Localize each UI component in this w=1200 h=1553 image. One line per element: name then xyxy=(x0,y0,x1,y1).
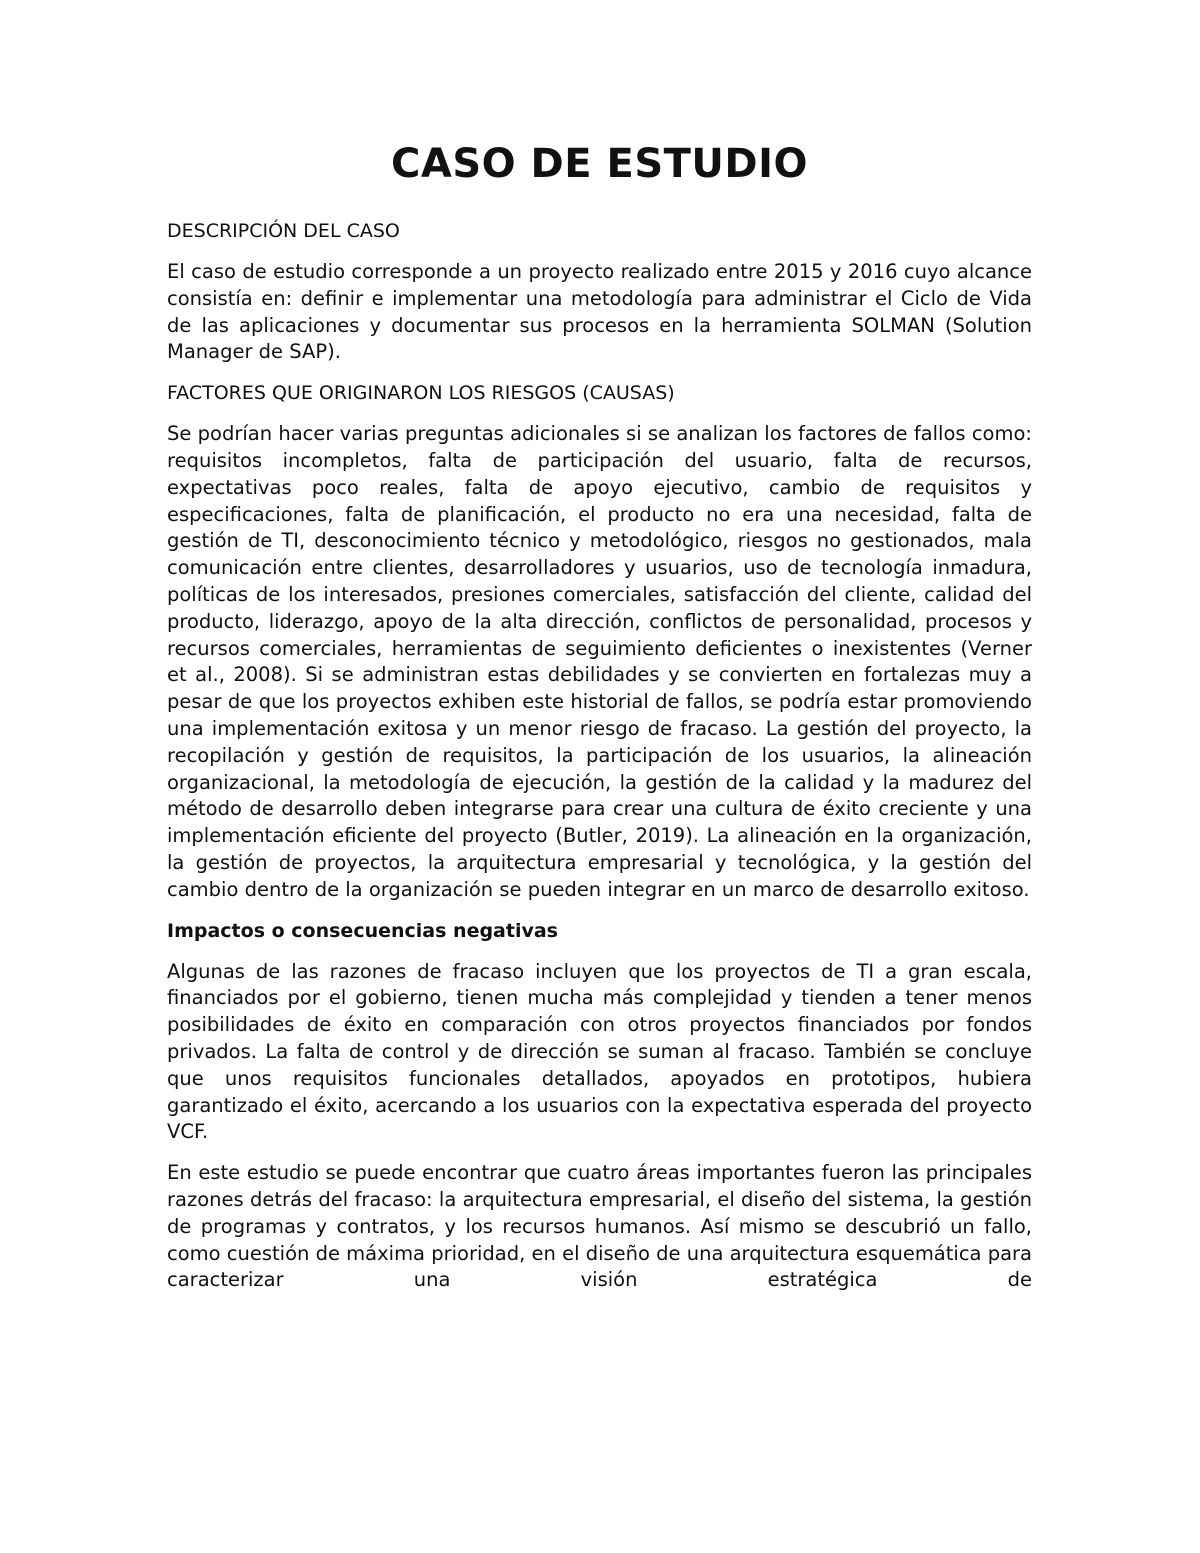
paragraph-impactos-2: En este estudio se puede encontrar que cuatro áreas importantes fueron las principales razones detrás del fracaso: la arquitectura empresarial, el diseño del sistema, la gestión de programas y contratos, y los recursos humanos. Así mismo se descubrió un fallo, como cuestión de máxima prioridad, en el diseño de una arquitectura esquemática para caracterizar una visión estratégica de xyxy=(167,1161,1032,1292)
document-title: CASO DE ESTUDIO xyxy=(391,141,808,187)
paragraph-descripcion: El caso de estudio corresponde a un proyecto realizado entre 2015 y 2016 cuyo alcance consistía en: definir e implementar una metodología para administrar el Ciclo de Vida de las aplicaciones y documentar sus procesos en la herramienta SOLMAN (Solution Manager de SAP). xyxy=(167,260,1032,364)
paragraph-factores: Se podrían hacer varias preguntas adicionales si se analizan los factores de fallos como: requisitos incompletos, falta de participación del usuario, falta de recursos, expectativas poco reales, falta de apoyo ejecutivo, cambio de requisitos y especificaciones, falta de planificación, el producto no era una necesidad, falta de gestión de TI, desconocimiento técnico y metodológico, riesgos no gestionados, mala comunicación entre clientes, desarrolladores y usuarios, uso de tecnología inmadura, políticas de los interesados, presiones comerciales, satisfacción del cliente, calidad del producto, liderazgo, apoyo de la alta dirección, conflictos de personalidad, procesos y recursos comerciales, herramientas de seguimiento deficientes o inexistentes (Verner et al., 2008). Si se administran estas debilidades y se convierten en fortalezas muy a pesar de que los proyectos exhiben este historial de fallos, se podría estar promoviendo una implementación exitosa y un menor riesgo de fracaso. La gestión del proyecto, la recopilación y gestión de requisitos, la participación de los usuarios, la alineación organizacional, la metodología de ejecución, la gestión de la calidad y la madurez del método de desarrollo deben integrarse para crear una cultura de éxito creciente y una implementación eficiente del proyecto (Butler, 2019). La alineación en la organización, la gestión de proyectos, la arquitectura empresarial y tecnológica, y la gestión del cambio dentro de la organización se pueden integrar en un marco de desarrollo exitoso. xyxy=(167,422,1032,901)
section-heading-descripcion: DESCRIPCIÓN DEL CASO xyxy=(167,220,400,242)
section-heading-impactos: Impactos o consecuencias negativas xyxy=(167,919,558,942)
document-page xyxy=(167,138,1032,1308)
section-heading-factores: FACTORES QUE ORIGINARON LOS RIESGOS (CAUSAS) xyxy=(167,382,675,405)
paragraph-impactos-1: Algunas de las razones de fracaso incluyen que los proyectos de TI a gran escala, financiados por el gobierno, tienen mucha más complejidad y tienden a tener menos posibilidades de éxito en comparación con otros proyectos financiados por fondos privados. La falta de control y de dirección se suman al fracaso. También se concluye que unos requisitos funcionales detallados, apoyados en prototipos, hubiera garantizado el éxito, acercando a los usuarios con la expectativa esperada del proyecto VCF. xyxy=(167,959,1032,1144)
